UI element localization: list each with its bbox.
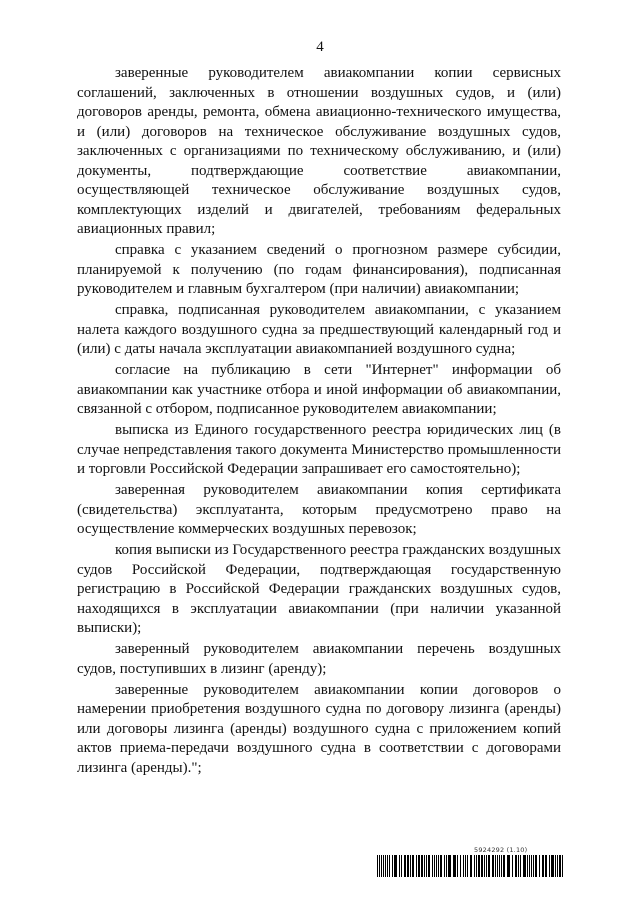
paragraph-registry-extract: выписка из Единого государственного реестра юридических лиц (в случае непредставления такого документа Министерство промышленности и торговли Российской Федерации запрашивает его самостоятельно); — [77, 422, 561, 477]
paragraph-operator-certificate: заверенная руководителем авиакомпании копия сертификата (свидетельства) эксплуатанта, которым предусмотрено право на осуществление коммерческих воздушных перевозок; — [77, 482, 561, 537]
paragraph-aircraft-registry: копия выписки из Государственного реестра гражданских воздушных судов Российской Федерации, подтверждающая государственную регистрацию в Российской Федерации гражданских воздушных судов, находящихся в эксплуатации авиакомпании (при наличии указанной выписки); — [77, 542, 561, 636]
paragraph-lease-contracts: заверенные руководителем авиакомпании копии договоров о намерении приобретения воздушного судна по договору лизинга (аренды) или договоры лизинга (аренды) воздушного судна с приложением копий актов приема-передачи воздушного судна в соответствии с договорами лизинга (аренды)."; — [77, 681, 561, 776]
paragraph-leased-aircraft-list: заверенный руководителем авиакомпании перечень воздушных судов, поступивших в лизинг (аренду); — [77, 641, 561, 677]
paragraph-subsidy-forecast: справка с указанием сведений о прогнозном размере субсидии, планируемой к получению (по годам финансирования), подписанная руководителем и главным бухгалтером (при наличии) авиакомпании; — [77, 242, 561, 297]
barcode-icon — [377, 855, 563, 877]
document-code: 5924292 (1.10) — [474, 846, 528, 854]
page-number: 4 — [316, 39, 324, 55]
document-body — [77, 64, 561, 780]
paragraph-flight-hours: справка, подписанная руководителем авиакомпании, с указанием налета каждого воздушного судна за предшествующий календарный год и (или) с даты начала эксплуатации авиакомпанией воздушного судна; — [77, 302, 561, 357]
paragraph-publication-consent: согласие на публикацию в сети "Интернет" информации об авиакомпании как участнике отбора и иной информации об авиакомпании, связанной с отбором, подписанное руководителем авиакомпании; — [77, 362, 561, 417]
paragraph-service-agreements: заверенные руководителем авиакомпании копии сервисных соглашений, заключенных в отношении воздушных судов, и (или) договоров аренды, ремонта, обмена авиационно-технического имущества, и (или) договоров на техническое обслуживание воздушных судов, заключенных с организациями по техническому обслуживанию, и (или) документы, подтверждающие соответствие авиакомпании, осуществляющей техническое обслуживание воздушных судов, комплектующих изделий и двигателей, требованиям федеральных авиационных правил; — [77, 65, 561, 237]
